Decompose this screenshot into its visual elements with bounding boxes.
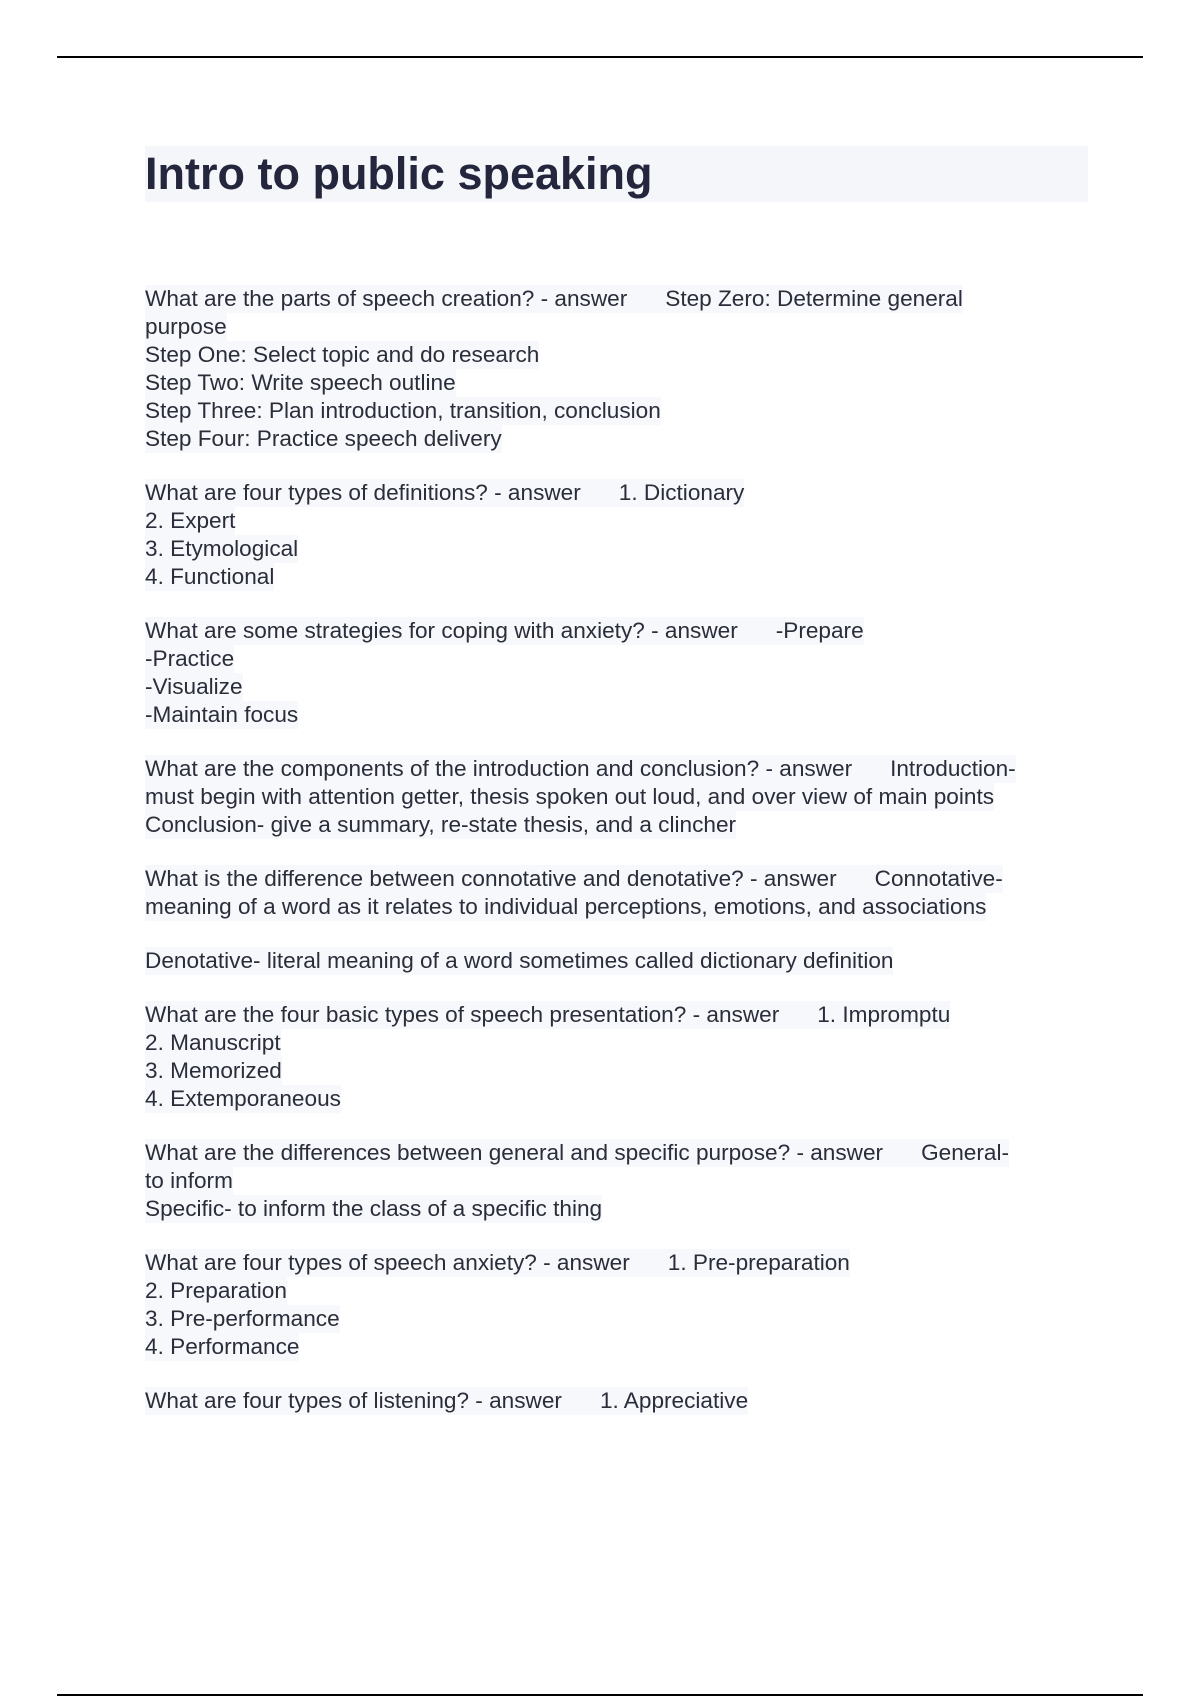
- qa-first-line: [145, 285, 963, 313]
- qa-first-line: [145, 865, 1003, 893]
- qa-question: What are the four basic types of speech presentation? - answer: [145, 1002, 780, 1027]
- qa-answer-line: to inform: [145, 1168, 233, 1193]
- qa-question: What is the difference between connotative and denotative? - answer: [145, 866, 837, 891]
- qa-card: [145, 285, 1090, 453]
- qa-answer-line: Step Zero: Determine general: [665, 286, 963, 311]
- qa-answer-line: Step Two: Write speech outline: [145, 370, 456, 395]
- qa-answer-line: purpose: [145, 314, 227, 339]
- qa-first-line: [145, 1387, 748, 1415]
- qa-answer-line: -Maintain focus: [145, 702, 299, 727]
- qa-card: [145, 1001, 1090, 1113]
- qa-answer-line: Specific- to inform the class of a specific thing: [145, 1196, 603, 1221]
- qa-card: [145, 1387, 1090, 1415]
- qa-answer-line: Conclusion- give a summary, re-state thesis, and a clincher: [145, 812, 737, 837]
- document-title: Intro to public speaking: [145, 148, 653, 199]
- qa-answer-line: 2. Manuscript: [145, 1030, 281, 1055]
- qa-card: [145, 865, 1090, 921]
- qa-answer-line: meaning of a word as it relates to individual perceptions, emotions, and associations: [145, 894, 987, 919]
- qa-answer-line: Denotative- literal meaning of a word sometimes called dictionary definition: [145, 948, 894, 973]
- qa-answer-line: 3. Etymological: [145, 536, 299, 561]
- qa-question: What are the parts of speech creation? - answer: [145, 286, 628, 311]
- top-rule: [57, 56, 1143, 58]
- qa-first-line: [145, 1001, 950, 1029]
- qa-question: What are some strategies for coping with anxiety? - answer: [145, 618, 738, 643]
- qa-content: [145, 285, 1090, 1441]
- qa-answer-line: -Visualize: [145, 674, 243, 699]
- qa-answer-line: 1. Impromptu: [817, 1002, 951, 1027]
- qa-answer-line: must begin with attention getter, thesis spoken out loud, and over view of main points: [145, 784, 995, 809]
- qa-answer-line: 2. Preparation: [145, 1278, 287, 1303]
- qa-answer-line: 4. Performance: [145, 1334, 300, 1359]
- qa-answer-line: 1. Appreciative: [599, 1388, 749, 1413]
- qa-answer-line: 1. Dictionary: [618, 480, 745, 505]
- qa-card: [145, 479, 1090, 591]
- qa-question: What are four types of definitions? - answer: [145, 480, 581, 505]
- qa-card: [145, 1139, 1090, 1223]
- qa-first-line: [145, 1249, 850, 1277]
- qa-answer-line: -Prepare: [775, 618, 864, 643]
- qa-first-line: [145, 755, 1016, 783]
- qa-card: [145, 755, 1090, 839]
- qa-first-line: [145, 1139, 1009, 1167]
- qa-answer-line: Step Four: Practice speech delivery: [145, 426, 502, 451]
- qa-question: What are four types of speech anxiety? - answer: [145, 1250, 630, 1275]
- qa-question: What are the differences between general and specific purpose? - answer: [145, 1140, 884, 1165]
- qa-answer-line: 4. Extemporaneous: [145, 1086, 341, 1111]
- qa-answer-line: Introduction-: [890, 756, 1016, 781]
- qa-answer-line: 2. Expert: [145, 508, 236, 533]
- qa-answer-line: -Practice: [145, 646, 235, 671]
- qa-answer-line: 3. Pre-performance: [145, 1306, 340, 1331]
- qa-answer-line: 4. Functional: [145, 564, 275, 589]
- qa-answer-line: Step One: Select topic and do research: [145, 342, 540, 367]
- qa-question: What are four types of listening? - answer: [145, 1388, 562, 1413]
- qa-answer-line: 1. Pre-preparation: [667, 1250, 850, 1275]
- qa-answer-line: 3. Memorized: [145, 1058, 282, 1083]
- bottom-rule: [57, 1694, 1143, 1696]
- qa-answer-line: Step Three: Plan introduction, transition, conclusion: [145, 398, 661, 423]
- qa-answer-line: Connotative-: [874, 866, 1003, 891]
- qa-card: [145, 1249, 1090, 1361]
- qa-question: What are the components of the introduction and conclusion? - answer: [145, 756, 853, 781]
- qa-card: [145, 947, 1090, 975]
- qa-card: [145, 617, 1090, 729]
- qa-first-line: [145, 617, 864, 645]
- qa-answer-line: General-: [921, 1140, 1009, 1165]
- qa-first-line: [145, 479, 744, 507]
